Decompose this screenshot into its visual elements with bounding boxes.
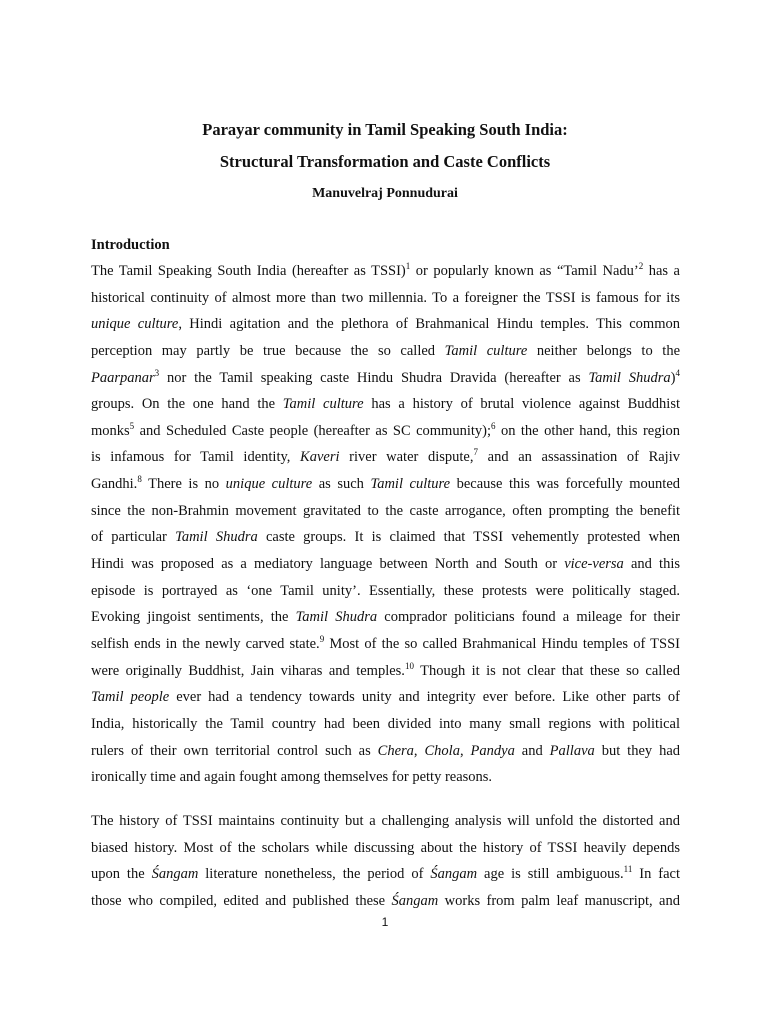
paragraph-2 bbox=[91, 808, 680, 915]
document-title-line-2: Structural Transformation and Caste Conflicts bbox=[219, 152, 551, 171]
paragraph-line: Evoking jingoist sentiments, the Tamil Shudra comprador politicians found a mileage for their bbox=[91, 609, 680, 626]
paragraph-line: Gandhi.$^8$ There is no unique culture as such Tamil culture because this was forcefully mounted bbox=[91, 474, 681, 493]
paragraph-line: ironically time and again fought among themselves for petty reasons. bbox=[91, 769, 493, 786]
paragraph-line: selfish ends in the newly carved state.$^9$ Most of the so called Brahmanical Hindu temples of TSSI bbox=[91, 633, 680, 652]
paragraph-line: episode is portrayed as ‘one Tamil unity’. Essentially, these protests were politically staged. bbox=[91, 582, 680, 599]
paragraph-line: groups. On the one hand the Tamil culture has a history of brutal violence against Buddhist bbox=[91, 396, 680, 413]
page-number: 1 bbox=[381, 915, 389, 929]
author-name: Manuvelraj Ponnudurai bbox=[312, 186, 458, 201]
paragraph-line: unique culture, Hindi agitation and the plethora of Brahmanical Hindu temples. This common bbox=[91, 316, 680, 333]
paragraph-line: The Tamil Speaking South India (hereafter as TSSI)$^1$ or popularly known as “Tamil Nadu’$^2$ has a bbox=[91, 261, 680, 279]
paragraph-line: rulers of their own territorial control such as Chera, Chola, Pandya and Pallava but they had bbox=[91, 742, 681, 759]
paragraph-line: upon the Śangam literature nonetheless, the period of Śangam age is still ambiguous.$^{11}$ In fact bbox=[91, 864, 681, 883]
paragraph-line: monks$^5$ and Scheduled Caste people (hereafter as SC community);$^6$ on the other hand, this region bbox=[91, 420, 681, 439]
paragraph-line: historical continuity of almost more than two millennia. To a foreigner the TSSI is famous for its bbox=[91, 289, 680, 306]
paragraph-line: is infamous for Tamil identity, Kaveri river water dispute,$^7$ and an assassination of Rajiv bbox=[91, 447, 680, 466]
section-heading: Introduction bbox=[91, 237, 170, 253]
paragraph-line: perception may partly be true because the so called Tamil culture neither belongs to the bbox=[91, 342, 681, 359]
paragraph-line: biased history. Most of the scholars while discussing about the history of TSSI heavily depends bbox=[91, 839, 680, 856]
paragraph-line: The history of TSSI maintains continuity but a challenging analysis will unfold the distorted and bbox=[91, 813, 680, 829]
paragraph-line: India, historically the Tamil country had been divided into many small regions with political bbox=[91, 715, 680, 732]
paragraph-1 bbox=[91, 258, 680, 791]
document-title-line-1: Parayar community in Tamil Speaking South India: bbox=[202, 120, 568, 139]
paragraph-line: Hindi was proposed as a mediatory language between North and South or vice-versa and this bbox=[91, 556, 680, 573]
paragraph-line: Paarpanar$^3$ nor the Tamil speaking caste Hindu Shudra Dravida (hereafter as Tamil Shudra)$^4$ bbox=[91, 367, 680, 386]
paragraph-line: of particular Tamil Shudra caste groups. It is claimed that TSSI vehemently protested when bbox=[91, 529, 680, 546]
paragraph-line: since the non-Brahmin movement gravitated to the caste arrogance, often prompting the benefit bbox=[91, 502, 680, 519]
paragraph-line: those who compiled, edited and published these Śangam works from palm leaf manuscript, and bbox=[91, 892, 680, 909]
paragraph-line: Tamil people ever had a tendency towards unity and integrity ever before. Like other parts of bbox=[91, 689, 681, 706]
paragraph-line: were originally Buddhist, Jain viharas and temples.$^{10}$ Though it is not clear that these so called bbox=[91, 660, 680, 679]
